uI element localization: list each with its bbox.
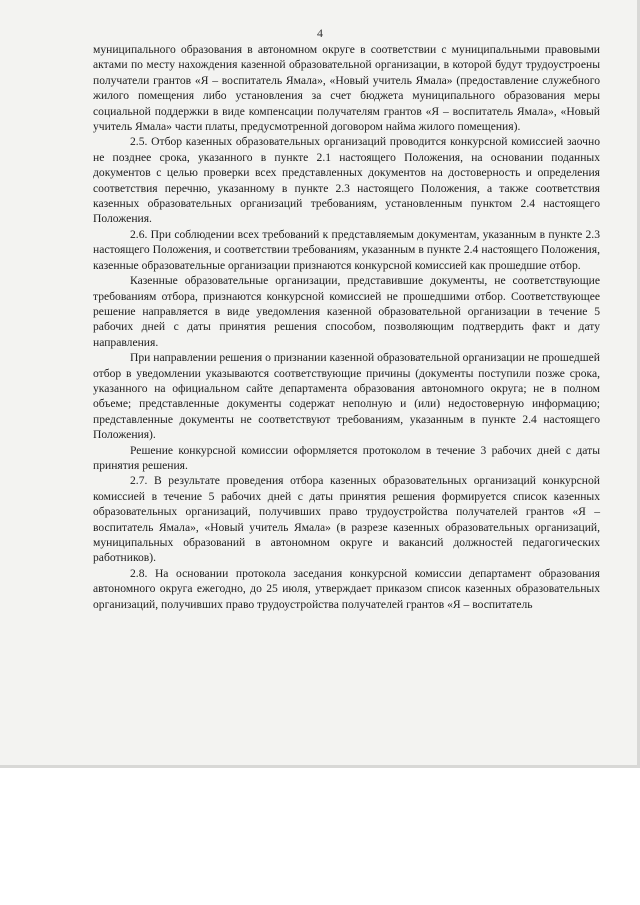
document-body: [93, 42, 600, 612]
paragraph: 2.8. На основании протокола заседания конкурсной комиссии департамент образования автономного округа ежегодно, до 25 июля, утверждает приказом список казенных образовательных организаций, получивших право трудоустройства получателей грантов «Я – воспитатель: [93, 566, 600, 611]
page-number: 4: [317, 26, 323, 40]
paragraph: При направлении решения о признании казенной образовательной организации не прошедшей отбор в уведомлении указываются соответствующие причины (документы поступили позже срока, указанного на официальном сайте департамента образования автономного округа; не в полном объеме; представленные документы содержат неполную и (или) недостоверную информацию; представленные документы не соответствуют требованиям, указанным в пункте 2.4 настоящего Положения).: [93, 351, 600, 442]
paragraph: 2.7. В результате проведения отбора казенных образовательных организаций конкурсной комиссией в течение 5 рабочих дней с даты принятия решения формируется список казенных образовательных организаций, получивших право трудоустройства получателей грантов «Я – воспитатель Ямала», «Новый учитель Ямала» (в разрезе казенных образовательных организаций, муниципальных образований в автономном округе и вакансий должностей педагогических работников).: [93, 474, 600, 565]
paragraph: Решение конкурсной комиссии оформляется протоколом в течение 3 рабочих дней с даты принятия решения.: [93, 443, 600, 472]
paragraph: 2.6. При соблюдении всех требований к представляемым документам, указанным в пункте 2.3 настоящего Положения, и соответствии требованиям, указанным в пункте 2.4 настоящего Положения, казенные образовательные организации признаются конкурсной комиссией как прошедшие отбор.: [93, 227, 600, 272]
paragraph: 2.5. Отбор казенных образовательных организаций проводится конкурсной комиссией заочно не позднее срока, указанного в пункте 2.1 настоящего Положения, на основании поданных документов с целью проверки всех представленных документов на достоверность и определения соответствия перечню, указанному в пункте 2.3 настоящего Положения, а также соответствия казенных образовательных организаций требованиям, установленным пунктом 2.4 настоящего Положения.: [93, 135, 600, 226]
paragraph: Казенные образовательные организации, представившие документы, не соответствующие требованиям отбора, признаются конкурсной комиссией не прошедшими отбор. Соответствующее решение направляется в виде уведомления казенной образовательной организации в течение 5 рабочих дней с даты принятия решения способом, позволяющим подтвердить факт и дату направления.: [93, 274, 600, 349]
paragraph: муниципального образования в автономном округе в соответствии с муниципальными правовыми актами по месту нахождения казенной образовательной организации, в которой будут трудоустроены получатели грантов «Я – воспитатель Ямала», «Новый учитель Ямала» (предоставление служебного жилого помещения либо установления за счет бюджета муниципального образования меры социальной поддержки в виде компенсации получателям грантов «Я – воспитатель Ямала», «Новый учитель Ямала» части платы, предусмотренной договором найма жилого помещения).: [93, 43, 600, 134]
